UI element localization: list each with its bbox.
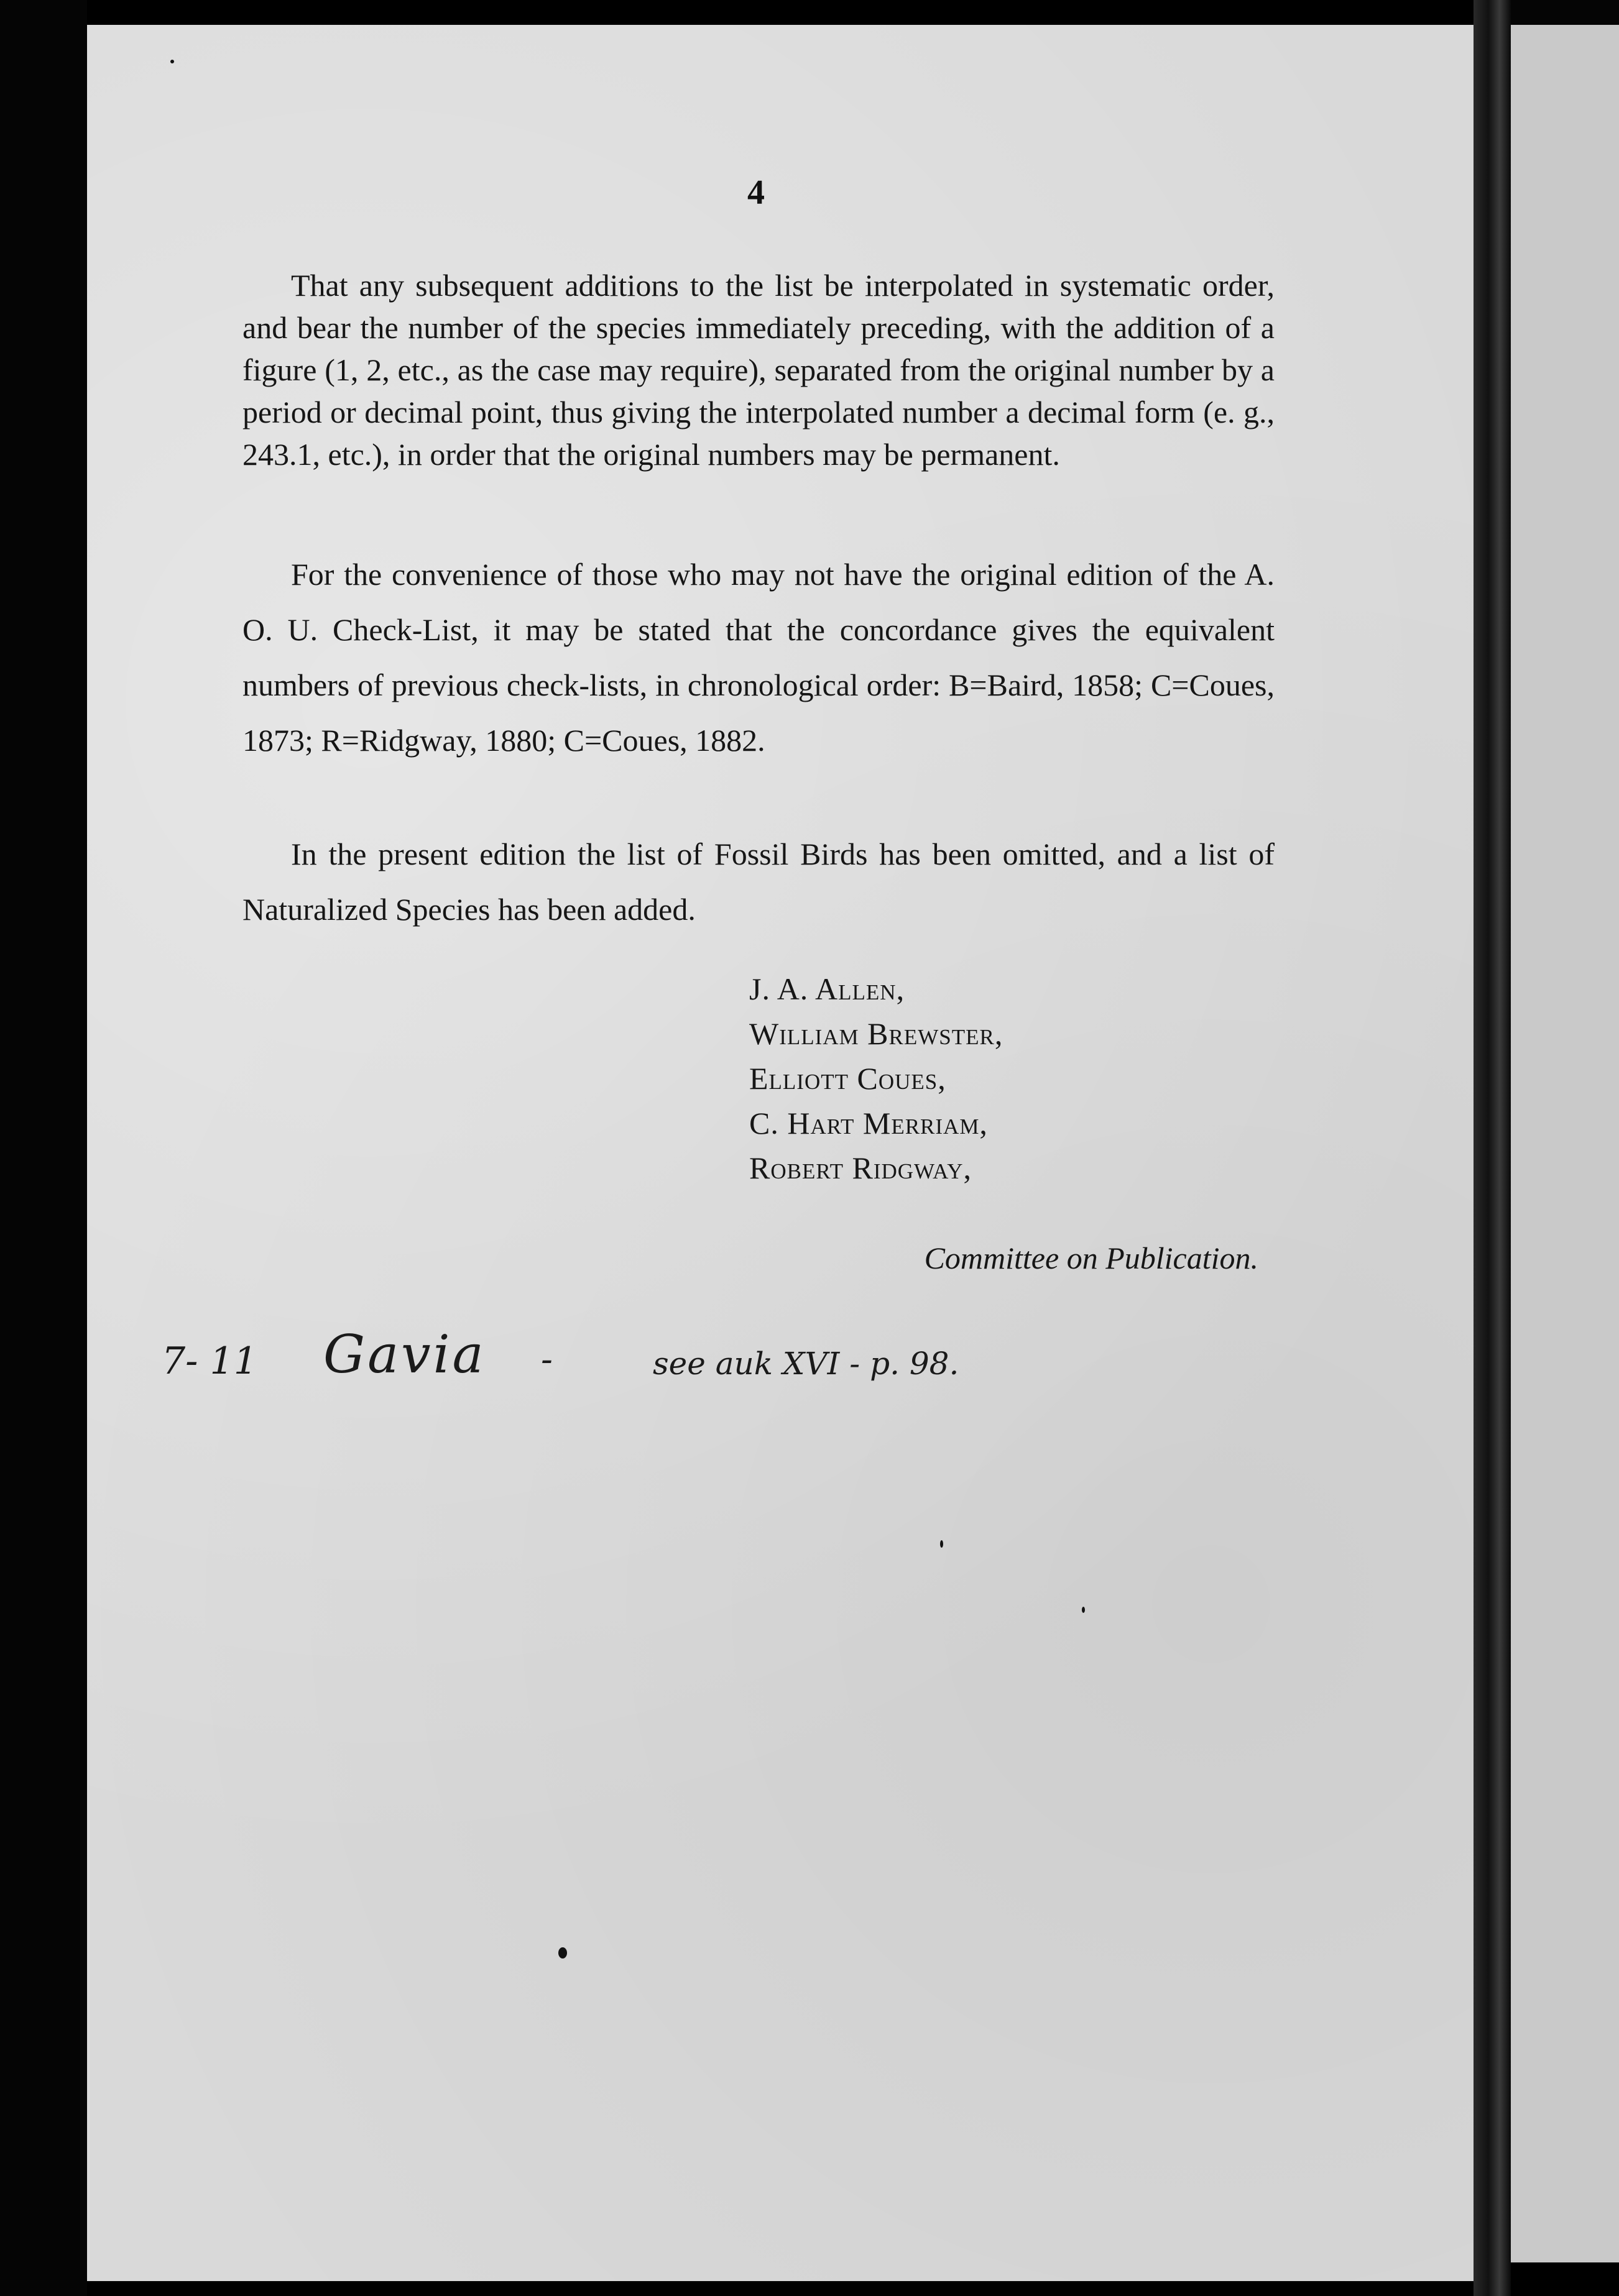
scan-border-left bbox=[0, 0, 87, 2296]
next-page-top-edge bbox=[1511, 0, 1619, 25]
handwritten-numbers: 7- 11 bbox=[162, 1339, 257, 1383]
paragraph-text: In the present edition the list of Fossil Birds has been omitted, and a list of Naturalized Species has been added. bbox=[242, 837, 1275, 927]
page-number: 4 bbox=[747, 173, 765, 212]
paragraph-concordance bbox=[242, 547, 1275, 768]
ink-speck bbox=[170, 60, 174, 63]
signatory-list bbox=[749, 967, 1003, 1190]
ink-speck bbox=[940, 1540, 943, 1548]
ink-speck bbox=[1082, 1607, 1085, 1613]
handwritten-word: Gavia bbox=[323, 1324, 486, 1385]
page-binding bbox=[1474, 0, 1511, 2296]
paragraph-edition-note bbox=[242, 827, 1275, 937]
committee-title: Committee on Publication. bbox=[924, 1241, 1258, 1275]
signatory-name: C. Hart Merriam, bbox=[749, 1106, 988, 1141]
ink-speck bbox=[558, 1947, 567, 1958]
adjacent-page bbox=[1511, 25, 1619, 2262]
signatory-name: J. A. Allen, bbox=[749, 971, 905, 1006]
paragraph-text: For the convenience of those who may not have the original edition of the A. O. U. Check-List, it may be stated that the concordance gives the equivalent numbers of previous check-lists, in chronological order: B=Baird, 1858; C=Coues, 1873; R=Ridgway, 1880; C=Coues, 1882. bbox=[242, 557, 1275, 758]
signatory-name: Elliott Coues, bbox=[749, 1061, 946, 1096]
handwritten-dash: - bbox=[541, 1339, 553, 1380]
handwritten-reference: see auk XVI - p. 98. bbox=[653, 1346, 959, 1382]
signatory-name: William Brewster, bbox=[749, 1016, 1003, 1051]
signatory-name: Robert Ridgway, bbox=[749, 1150, 972, 1185]
paragraph-interpolation bbox=[242, 264, 1275, 475]
paragraph-text: That any subsequent additions to the list be interpolated in systematic order, and bear the number of the species immediately preceding, with the addition of a figure (1, 2, etc., as the case may require), separated from the original number by a period or decimal point, thus giving the interpolated number a decimal form (e. g., 243.1, etc.), in order that the original numbers may be permanent. bbox=[242, 268, 1275, 472]
